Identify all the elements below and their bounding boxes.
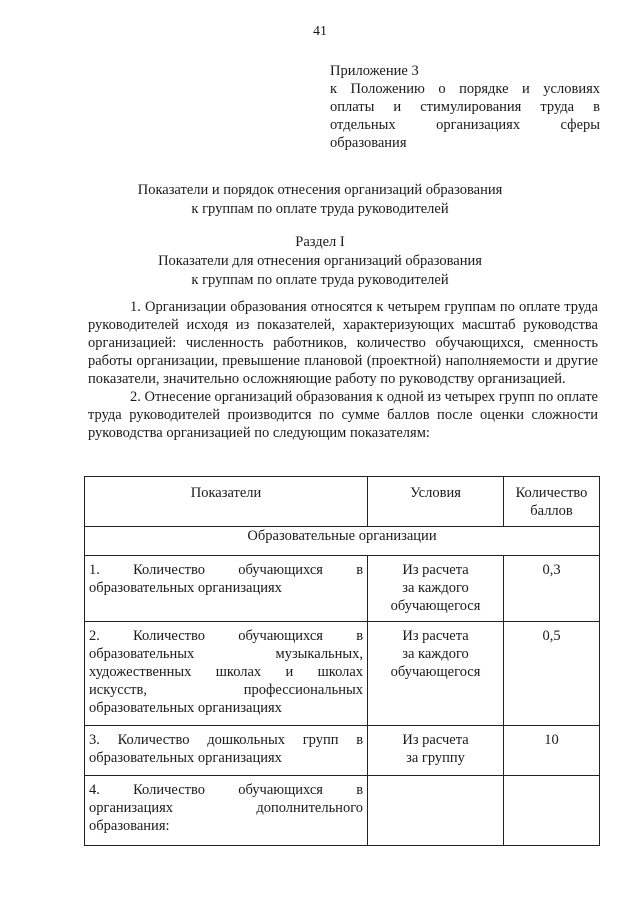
table-row [85, 726, 600, 776]
section-title-line: Показатели для отнесения организаций образования [158, 253, 482, 269]
document-title-line: Показатели и порядок отнесения организаций образования [137, 182, 503, 198]
table-section-row [85, 527, 600, 556]
condition-line: за каждого [402, 580, 469, 596]
condition-line: Из расчета [402, 628, 469, 644]
indicator-line: образовательных организациях [89, 750, 282, 766]
header-points-line: баллов [530, 503, 573, 519]
condition-cell [368, 556, 504, 622]
indicator-line: 2. Количество обучающихся в [89, 628, 364, 644]
indicator-line: художественных школах и школах [89, 664, 364, 680]
indicator-line: 3. Количество дошкольных групп в [89, 732, 364, 748]
paragraph: 2. Отнесение организаций образования к одной из четырех групп по оплате труда руководителей производится по сумме баллов после оценки сложности руководства организацией по следующим показателям: [88, 389, 598, 441]
condition-line: Из расчета [402, 732, 469, 748]
condition-cell [368, 776, 504, 846]
condition-line: Из расчета [402, 562, 469, 578]
condition-line: обучающегося [390, 598, 481, 614]
points-cell [504, 776, 600, 846]
appendix-block [330, 62, 600, 152]
header-points [504, 477, 600, 527]
condition-line: за группу [406, 750, 465, 766]
header-indicator: Показатели [85, 477, 368, 527]
page-number: 41 [313, 24, 327, 39]
indicator-line: организациях дополнительного [89, 800, 364, 816]
indicator-cell [85, 776, 368, 846]
table-row [85, 776, 600, 846]
indicators-table [84, 476, 600, 846]
table-section-title: Образовательные организации [85, 527, 600, 556]
document-title-line: к группам по оплате труда руководителей [191, 201, 449, 217]
appendix-line: отдельных организациях сферы [330, 117, 600, 133]
indicator-cell [85, 726, 368, 776]
table-row [85, 556, 600, 622]
appendix-line: к Положению о порядке и условиях [330, 81, 600, 97]
points-cell: 10 [504, 726, 600, 776]
indicator-line: образовательных организациях [89, 700, 282, 716]
section-title [60, 233, 580, 290]
document-title [60, 181, 580, 219]
header-points-line: Количество [515, 485, 588, 501]
condition-cell [368, 726, 504, 776]
section-title-line: к группам по оплате труда руководителей [191, 272, 449, 288]
section-heading: Раздел I [295, 234, 345, 250]
paragraph: 1. Организации образования относятся к четырем группам по оплате труда руководителей исходя из показателей, характеризующих масштаб руководства организацией: численность работников, количество обучающихся, сменность работы организации, превышение плановой (проектной) наполняемости и другие показатели, значительно осложняющие работу по руководству организацией. [88, 299, 598, 387]
indicator-line: искусств, профессиональных [89, 682, 364, 698]
appendix-line: оплаты и стимулирования труда в [330, 99, 600, 115]
indicator-cell [85, 556, 368, 622]
header-conditions: Условия [368, 477, 504, 527]
indicator-line: образовательных организациях [89, 580, 282, 596]
condition-cell [368, 622, 504, 726]
body-text [88, 298, 598, 442]
indicator-line: 4. Количество обучающихся в [89, 782, 364, 798]
indicator-line: образования: [89, 818, 170, 834]
appendix-line: образования [330, 135, 407, 151]
indicator-line: образовательных музыкальных, [89, 646, 364, 662]
indicator-line: 1. Количество обучающихся в [89, 562, 364, 578]
table-header-row [85, 477, 600, 527]
indicator-cell [85, 622, 368, 726]
points-cell: 0,3 [504, 556, 600, 622]
appendix-title: Приложение 3 [330, 63, 419, 79]
table-row [85, 622, 600, 726]
points-cell: 0,5 [504, 622, 600, 726]
condition-line: обучающегося [390, 664, 481, 680]
condition-line: за каждого [402, 646, 469, 662]
